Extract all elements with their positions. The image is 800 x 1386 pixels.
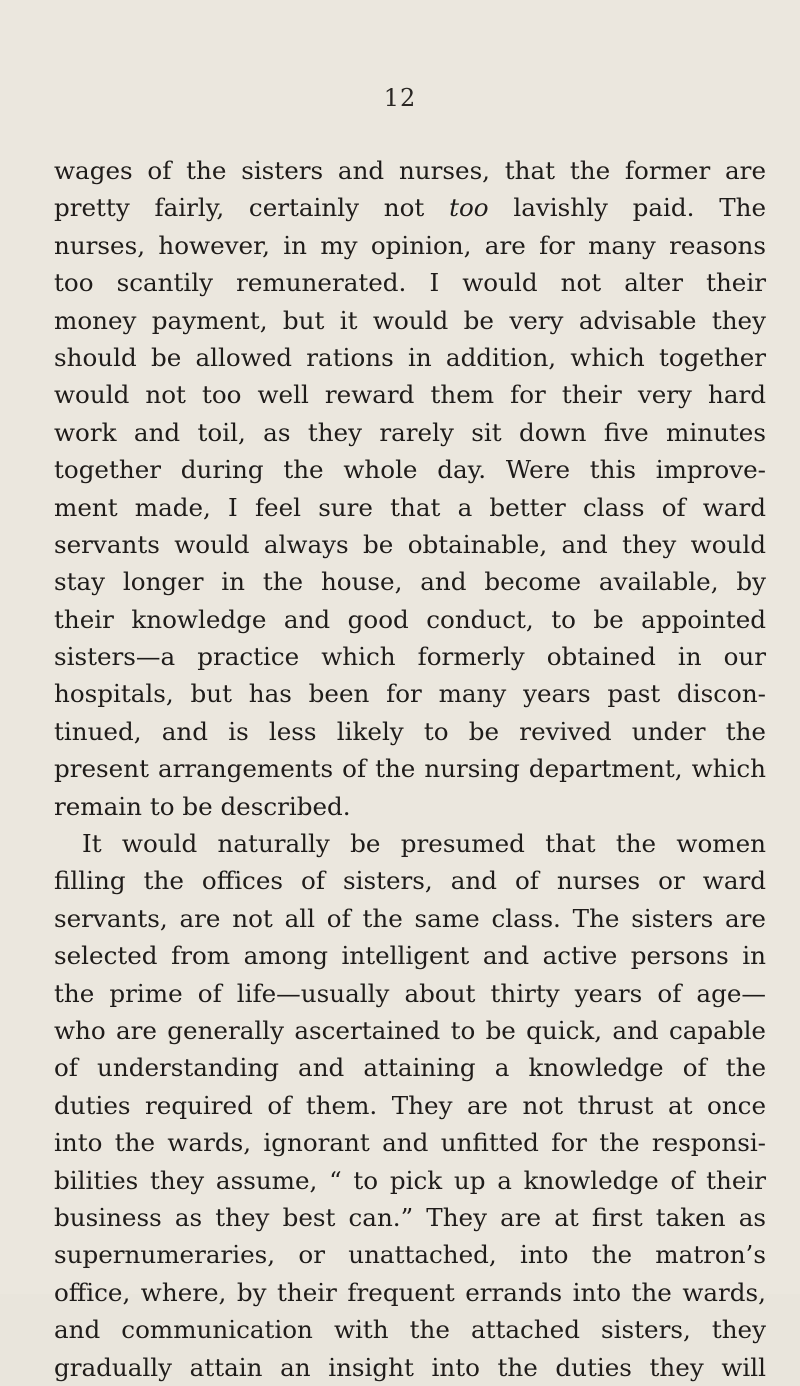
text-line: tinued, and is less likely to be revived under the xyxy=(54,716,766,746)
text-line: and communication with the attached sisters, they xyxy=(54,1315,766,1345)
text-line: of understanding and attaining a knowledge of the xyxy=(54,1053,766,1083)
emphasized-word: too xyxy=(449,193,489,223)
body-text xyxy=(54,152,766,1386)
text-line: hospitals, but has been for many years past discon- xyxy=(54,679,766,709)
text-line: stay longer in the house, and become available, by xyxy=(54,567,766,597)
text-line: together during the whole day. Were this improve- xyxy=(54,455,766,485)
text-line: pretty fairly, certainly not too lavishly paid. The xyxy=(54,193,766,223)
text-line: gradually attain an insight into the duties they will xyxy=(54,1352,766,1382)
text-line: servants would always be obtainable, and they would xyxy=(54,529,766,559)
text-line: present arrangements of the nursing department, which xyxy=(54,754,766,784)
text-line: would not too well reward them for their very hard xyxy=(54,380,766,410)
text-line: money payment, but it would be very advisable they xyxy=(54,305,766,335)
text-line: into the wards, ignorant and unfitted for the responsi- xyxy=(54,1128,766,1158)
text-line: office, where, by their frequent errands into the wards, xyxy=(54,1277,766,1307)
text-line: It would naturally be presumed that the women xyxy=(82,829,766,859)
text-line: who are generally ascertained to be quick, and capable xyxy=(54,1015,766,1045)
text-line: supernumeraries, or unattached, into the matron’s xyxy=(54,1240,766,1270)
text-line: bilities they assume, “ to pick up a knowledge of their xyxy=(54,1165,766,1195)
text-line: too scantily remunerated. I would not alter their xyxy=(54,268,766,298)
text-line: selected from among intelligent and active persons in xyxy=(54,941,766,971)
text-line: business as they best can.” They are at first taken as xyxy=(54,1202,766,1232)
text-line: work and toil, as they rarely sit down five minutes xyxy=(54,417,766,447)
text-line: filling the offices of sisters, and of nurses or ward xyxy=(54,866,766,896)
page-number: 12 xyxy=(383,84,417,112)
text-line: their knowledge and good conduct, to be appointed xyxy=(54,604,766,634)
text-line: wages of the sisters and nurses, that the former are xyxy=(54,156,766,185)
text-line: servants, are not all of the same class. The sisters are xyxy=(54,903,766,933)
text-line: sisters—a practice which formerly obtained in our xyxy=(54,642,766,672)
text-line: the prime of life—usually about thirty years of age— xyxy=(54,978,766,1008)
text-line: nurses, however, in my opinion, are for many reasons xyxy=(54,230,766,260)
text-line: remain to be described. xyxy=(54,791,351,821)
text-line: should be allowed rations in addition, which together xyxy=(54,342,766,372)
text-line: duties required of them. They are not thrust at once xyxy=(54,1090,766,1120)
text-line: ment made, I feel sure that a better class of ward xyxy=(54,492,766,522)
